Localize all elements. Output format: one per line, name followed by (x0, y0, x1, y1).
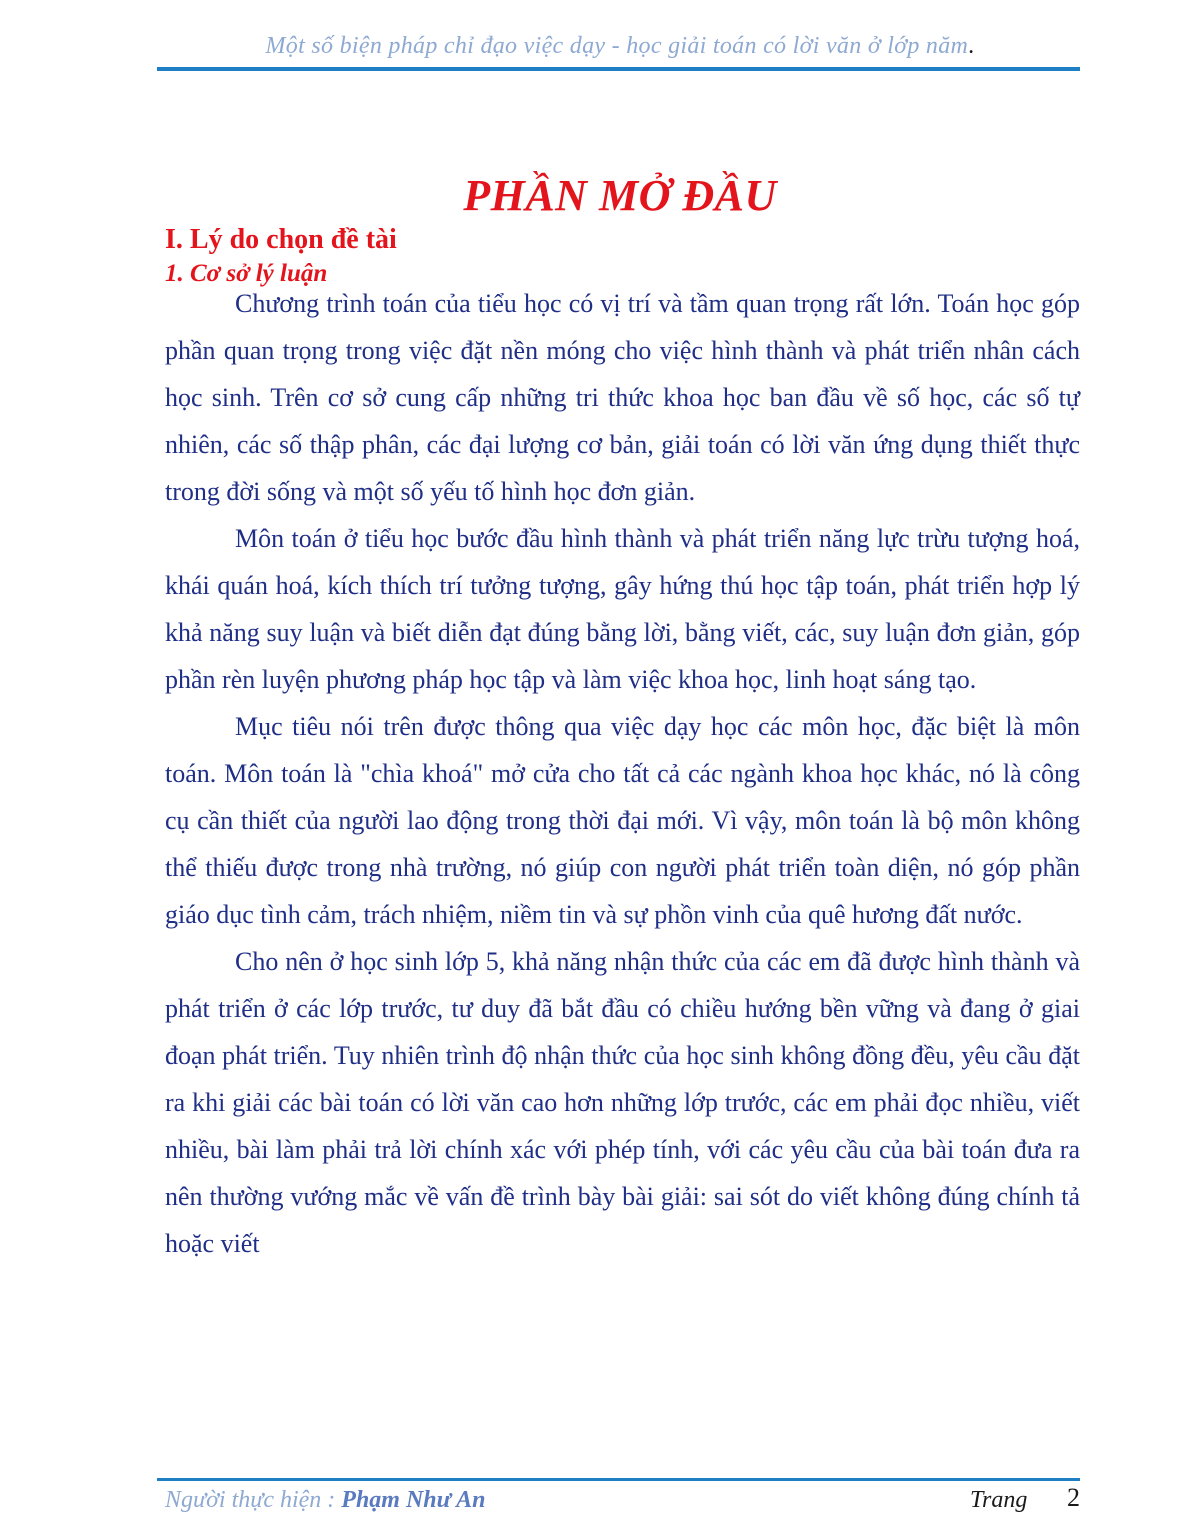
running-header-period: . (968, 33, 975, 59)
footer-page-label: Trang (970, 1487, 1028, 1513)
running-header (160, 33, 1080, 60)
paragraph: Chương trình toán của tiểu học có vị trí và tầm quan trọng rất lớn. Toán học góp phần quan trọng trong việc đặt nền móng cho việc hình thành và phát triển nhân cách học sinh. Trên cơ sở cung cấp những tri thức khoa học ban đầu về số học, các số tự nhiên, các số thập phân, các đại lượng cơ bản, giải toán có lời văn ứng dụng thiết thực trong đời sống và một số yếu tố hình học đơn giản. (165, 289, 1080, 506)
body-text (165, 280, 1080, 1267)
footer-author-name: Phạm Như An (341, 1487, 486, 1513)
page-number: 2 (1067, 1483, 1080, 1512)
part-title: PHẦN MỞ ĐẦU (463, 171, 777, 220)
paragraph: Cho nên ở học sinh lớp 5, khả năng nhận thức của các em đã được hình thành và phát triển ở các lớp trước, tư duy đã bắt đầu có chiều hướng bền vững và đang ở giai đoạn phát triển. Tuy nhiên trình độ nhận thức của học sinh không đồng đều, yêu cầu đặt ra khi giải các bài toán có lời văn cao hơn những lớp trước, các em phải đọc nhiều, viết nhiều, bài làm phải trả lời chính xác với phép tính, với các yêu cầu của bài toán đưa ra nên thường vướng mắc về vấn đề trình bày bài giải: sai sót do viết không đúng chính tả hoặc viết (165, 947, 1080, 1258)
footer-author-label: Người thực hiện : (165, 1487, 342, 1513)
footer-author-line (165, 1487, 486, 1514)
paragraph: Môn toán ở tiểu học bước đầu hình thành và phát triển năng lực trừu tượng hoá, khái quán hoá, kích thích trí tưởng tượng, gây hứng thú học tập toán, phát triển hợp lý khả năng suy luận và biết diễn đạt đúng bằng lời, bằng viết, các, suy luận đơn giản, góp phần rèn luyện phương pháp học tập và làm việc khoa học, linh hoạt sáng tạo. (165, 524, 1080, 694)
section-heading: I. Lý do chọn đề tài (165, 224, 397, 255)
header-divider (157, 67, 1080, 71)
paragraph: Mục tiêu nói trên được thông qua việc dạy học các môn học, đặc biệt là môn toán. Môn toán là "chìa khoá" mở cửa cho tất cả các ngành khoa học khác, nó là công cụ cần thiết của người lao động trong thời đại mới. Vì vậy, môn toán là bộ môn không thể thiếu được trong nhà trường, nó giúp con người phát triển toàn diện, nó góp phần giáo dục tình cảm, trách nhiệm, niềm tin và sự phồn vinh của quê hương đất nước. (165, 712, 1080, 929)
running-header-title: Một số biện pháp chỉ đạo việc dạy - học giải toán có lời văn ở lớp năm (265, 33, 969, 59)
subsection-heading: 1. Cơ sở lý luận (165, 260, 328, 287)
footer-divider (157, 1478, 1080, 1481)
